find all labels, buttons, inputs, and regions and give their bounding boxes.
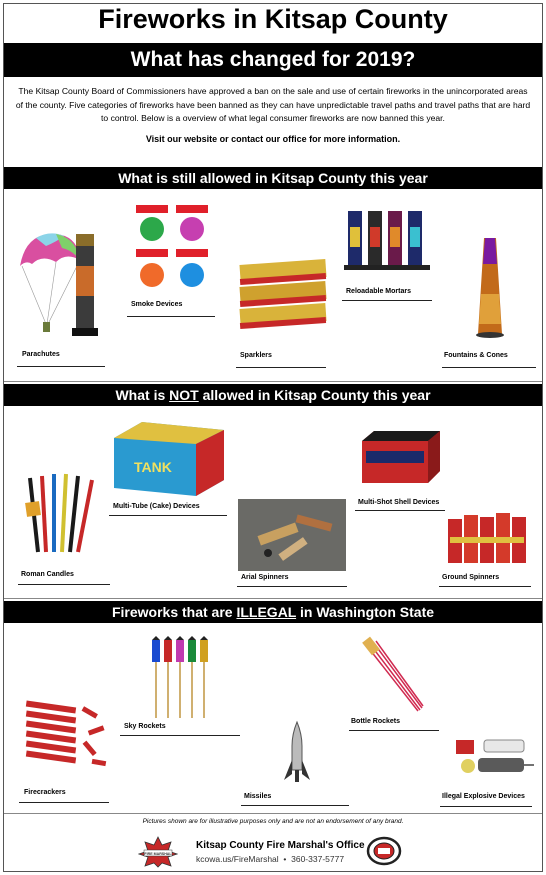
multishot-underline — [355, 510, 445, 511]
missiles-caption: Missiles — [244, 793, 272, 800]
multishot-image — [360, 429, 442, 485]
smoke-caption: Smoke Devices — [131, 301, 183, 308]
mortars-underline — [342, 300, 432, 301]
parachutes-underline — [17, 366, 105, 367]
sparklers-image — [238, 258, 328, 330]
sky-rockets-image — [150, 636, 212, 720]
parachutes-image — [16, 226, 116, 346]
svg-text:TANK: TANK — [134, 459, 172, 475]
page-title: Fireworks in Kitsap County — [98, 4, 448, 34]
bottle-rockets-image — [362, 636, 424, 714]
sparklers-caption: Sparklers — [240, 352, 272, 359]
sparklers-underline — [236, 367, 326, 368]
mortars-caption: Reloadable Mortars — [346, 288, 411, 295]
fountains-caption: Fountains & Cones — [444, 352, 508, 359]
illegal-heading: Fireworks that are ILLEGAL in Washington State — [4, 601, 542, 623]
cake-caption: Multi-Tube (Cake) Devices — [113, 503, 200, 510]
visit-info: Visit our website or contact our office for more information. — [145, 134, 401, 144]
arial-caption: Arial Spinners — [241, 574, 289, 581]
ground-caption: Ground Spinners — [442, 574, 500, 581]
section-divider — [4, 381, 542, 382]
parachutes-caption: Parachutes — [22, 351, 60, 358]
rockets-underline — [120, 735, 240, 736]
rockets-caption: Sky Rockets — [124, 723, 166, 730]
roman-candles-image — [22, 472, 102, 558]
smoke-devices-image — [134, 203, 214, 293]
fountains-image — [470, 234, 510, 340]
office-name: Kitsap County Fire Marshal's Office — [196, 840, 365, 851]
not-allowed-heading: What is NOT allowed in Kitsap County this year — [4, 384, 542, 406]
bullet-separator: • — [283, 854, 287, 864]
smoke-underline — [127, 316, 215, 317]
fountains-underline — [442, 367, 536, 368]
disclaimer-footnote: Pictures shown are for illustrative purposes only and are not an endorsement of any brand. — [142, 818, 404, 825]
firecrackers-image — [22, 700, 112, 780]
roman-underline — [18, 584, 110, 585]
missiles-image — [282, 720, 312, 788]
cake-underline — [109, 515, 227, 516]
multishot-caption: Multi-Shot Shell Devices — [358, 499, 440, 506]
explosive-underline — [440, 806, 532, 807]
firecrackers-underline — [19, 802, 109, 803]
logo-text: FIRE MARSHAL — [144, 851, 172, 856]
firecrackers-caption: Firecrackers — [24, 789, 66, 796]
roman-caption: Roman Candles — [21, 571, 74, 578]
county-seal-logo — [366, 836, 402, 866]
intro-paragraph: The Kitsap County Board of Commissioners have approved a ban on the sale and use of certain fireworks in the unincorporated areas of the county. Five categories of fireworks have been banned as they can have unpredictable travel paths and travel paths that are hard to control. Below is a overview of what legal consumer fireworks are now banned this year. — [15, 86, 531, 123]
bottle-underline — [349, 730, 439, 731]
bottle-caption: Bottle Rockets — [351, 718, 401, 725]
ground-spinners-image — [446, 511, 532, 567]
ground-underline — [439, 586, 531, 587]
mortars-image — [344, 207, 432, 271]
section-divider — [4, 598, 542, 599]
contact-line — [196, 854, 344, 864]
arial-underline — [237, 586, 347, 587]
website-link[interactable]: kcowa.us/FireMarshal — [196, 854, 279, 864]
explosive-caption: Illegal Explosive Devices — [442, 793, 525, 800]
phone-number: 360-337-5777 — [291, 854, 345, 864]
subtitle-banner: What has changed for 2019? — [4, 43, 542, 77]
arial-spinners-image — [238, 499, 346, 571]
fire-marshal-logo — [138, 836, 178, 868]
section-divider — [4, 813, 542, 814]
cake-device-image — [112, 420, 226, 498]
allowed-heading: What is still allowed in Kitsap County this year — [4, 167, 542, 189]
explosive-devices-image — [448, 736, 534, 780]
missiles-underline — [241, 805, 349, 806]
